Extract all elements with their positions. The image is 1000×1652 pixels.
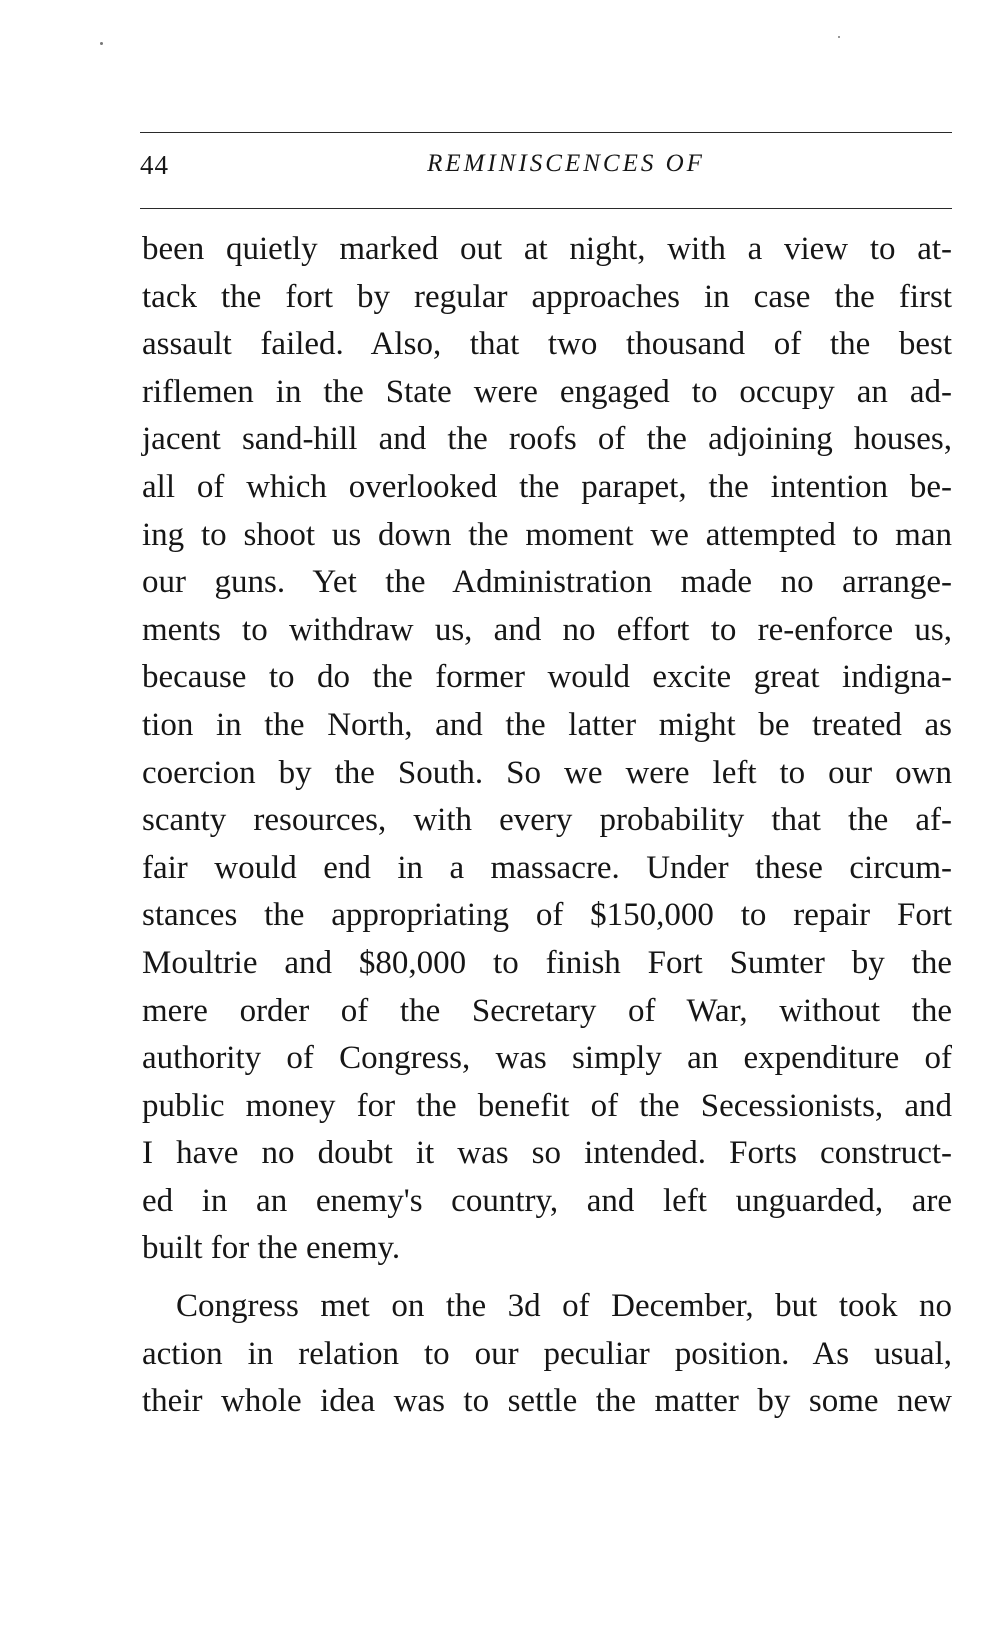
text-line: Moultrie and $80,000 to finish Fort Sumter by the bbox=[142, 944, 952, 981]
text-line: our guns. Yet the Administration made no arrange- bbox=[142, 564, 952, 601]
paragraph-gap bbox=[142, 1273, 952, 1283]
text-line: fair would end in a massacre. Under these circum- bbox=[142, 849, 952, 886]
header-top-rule bbox=[140, 132, 952, 133]
text-line: their whole idea was to settle the matter by some new bbox=[142, 1383, 952, 1420]
text-line: Congress met on the 3d of December, but took no bbox=[176, 1288, 952, 1325]
text-line: ing to shoot us down the moment we attempted to man bbox=[142, 516, 952, 553]
paper-speck bbox=[838, 36, 840, 38]
text-line: scanty resources, with every probability that the af- bbox=[142, 802, 952, 839]
page-number: 44 bbox=[140, 150, 169, 180]
text-line: riflemen in the State were engaged to occupy an ad- bbox=[142, 373, 952, 410]
text-line: coercion by the South. So we were left to our own bbox=[142, 754, 952, 791]
text-line: I have no doubt it was so intended. Forts construct- bbox=[142, 1135, 952, 1172]
header-bottom-rule bbox=[140, 208, 952, 209]
text-line: because to do the former would excite great indigna- bbox=[142, 659, 952, 696]
page-header bbox=[140, 150, 952, 190]
text-line: mere order of the Secretary of War, without the bbox=[142, 992, 952, 1029]
text-line: tion in the North, and the latter might be treated as bbox=[142, 706, 952, 743]
text-line: public money for the benefit of the Secessionists, and bbox=[142, 1087, 952, 1124]
text-line: all of which overlooked the parapet, the intention be- bbox=[142, 468, 952, 505]
text-line: action in relation to our peculiar position. As usual, bbox=[142, 1335, 952, 1372]
text-line: jacent sand-hill and the roofs of the adjoining houses, bbox=[142, 421, 952, 458]
text-line: been quietly marked out at night, with a view to at- bbox=[142, 231, 952, 267]
text-line: tack the fort by regular approaches in case the first bbox=[142, 278, 952, 315]
text-line: ments to withdraw us, and no effort to re-enforce us, bbox=[142, 611, 952, 648]
text-line: ed in an enemy's country, and left unguarded, are bbox=[142, 1182, 952, 1219]
text-line: built for the enemy. bbox=[142, 1230, 401, 1267]
paper-speck bbox=[100, 42, 103, 45]
body-text bbox=[142, 226, 952, 1426]
text-line: assault failed. Also, that two thousand of the best bbox=[142, 326, 952, 363]
text-line: authority of Congress, was simply an expenditure of bbox=[142, 1040, 952, 1077]
text-line: stances the appropriating of $150,000 to repair Fort bbox=[142, 897, 952, 934]
running-head: REMINISCENCES OF bbox=[427, 150, 705, 177]
